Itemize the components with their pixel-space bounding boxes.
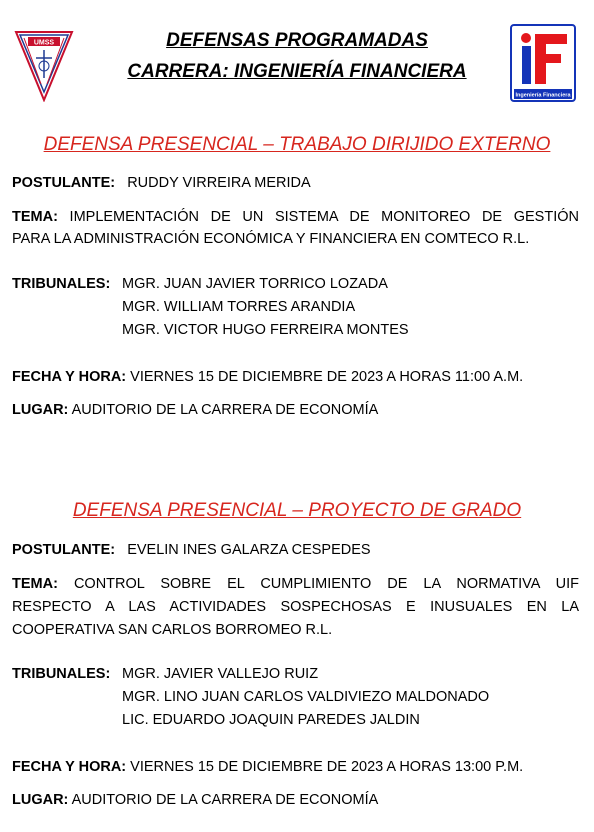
tribunal-member: MGR. JAVIER VALLEJO RUIZ xyxy=(122,666,319,682)
postulante-row-2 xyxy=(12,539,580,561)
tema-line: IMPLEMENTACIÓN DE UN SISTEMA DE MONITOREO DE GESTIÓN xyxy=(69,209,579,225)
page-title: DEFENSAS PROGRAMADAS xyxy=(166,30,428,51)
fecha-label: FECHA Y HORA: xyxy=(12,759,127,775)
umss-logo-text: UMSS xyxy=(33,39,55,47)
tribunal-member: MGR. JUAN JAVIER TORRICO LOZADA xyxy=(122,276,388,292)
tribunal-member: MGR. WILLIAM TORRES ARANDIA xyxy=(122,299,356,315)
postulante-label: POSTULANTE: xyxy=(12,175,116,191)
lugar-row-1 xyxy=(12,399,580,421)
tribunales-label: TRIBUNALES: xyxy=(12,276,111,292)
tribunal-member: MGR. LINO JUAN CARLOS VALDIVIEZO MALDONADO xyxy=(122,689,490,705)
tema-line: CONTROL SOBRE EL CUMPLIMIENTO DE LA NORMATIVA UIF xyxy=(73,576,580,592)
page-subtitle: CARRERA: INGENIERÍA FINANCIERA xyxy=(127,61,467,82)
tema-line: COOPERATIVA SAN CARLOS BORROMEO R.L. xyxy=(12,622,333,638)
fecha-value: VIERNES 15 DE DICIEMBRE DE 2023 A HORAS 11:00 A.M. xyxy=(130,369,524,385)
lugar-value: AUDITORIO DE LA CARRERA DE ECONOMÍA xyxy=(71,792,379,808)
tema-label: TEMA: xyxy=(12,209,58,225)
fecha-row-2 xyxy=(12,756,580,778)
section-title-1: DEFENSA PRESENCIAL – TRABAJO DIRIJIDO EXTERNO xyxy=(43,134,551,155)
fecha-value: VIERNES 15 DE DICIEMBRE DE 2023 A HORAS 13:00 P.M. xyxy=(130,759,524,775)
section-title-2: DEFENSA PRESENCIAL – PROYECTO DE GRADO xyxy=(72,500,522,521)
postulante-row-1 xyxy=(12,172,580,194)
tribunales-label: TRIBUNALES: xyxy=(12,666,111,682)
fecha-row-1 xyxy=(12,366,580,388)
lugar-value: AUDITORIO DE LA CARRERA DE ECONOMÍA xyxy=(71,402,379,418)
postulante-value: EVELIN INES GALARZA CESPEDES xyxy=(127,542,371,558)
tema-row-2 xyxy=(12,573,579,595)
lugar-label: LUGAR: xyxy=(12,792,69,808)
tribunal-member: LIC. EDUARDO JOAQUIN PAREDES JALDIN xyxy=(122,712,420,728)
postulante-label: POSTULANTE: xyxy=(12,542,116,558)
lugar-label: LUGAR: xyxy=(12,402,69,418)
tema-line: PARA LA ADMINISTRACIÓN ECONÓMICA Y FINANCIERA EN COMTECO R.L. xyxy=(12,231,530,247)
tribunal-member: MGR. VICTOR HUGO FERREIRA MONTES xyxy=(122,322,409,338)
postulante-value: RUDDY VIRREIRA MERIDA xyxy=(127,175,311,191)
if-logo-caption: Ingeniería Financiera xyxy=(515,92,571,99)
tema-line: RESPECTO A LAS ACTIVIDADES SOSPECHOSAS E INUSUALES EN LA xyxy=(12,599,579,615)
fecha-label: FECHA Y HORA: xyxy=(12,369,127,385)
tema-label: TEMA: xyxy=(12,576,58,592)
tema-row-1 xyxy=(12,206,579,228)
lugar-row-2 xyxy=(12,789,580,811)
